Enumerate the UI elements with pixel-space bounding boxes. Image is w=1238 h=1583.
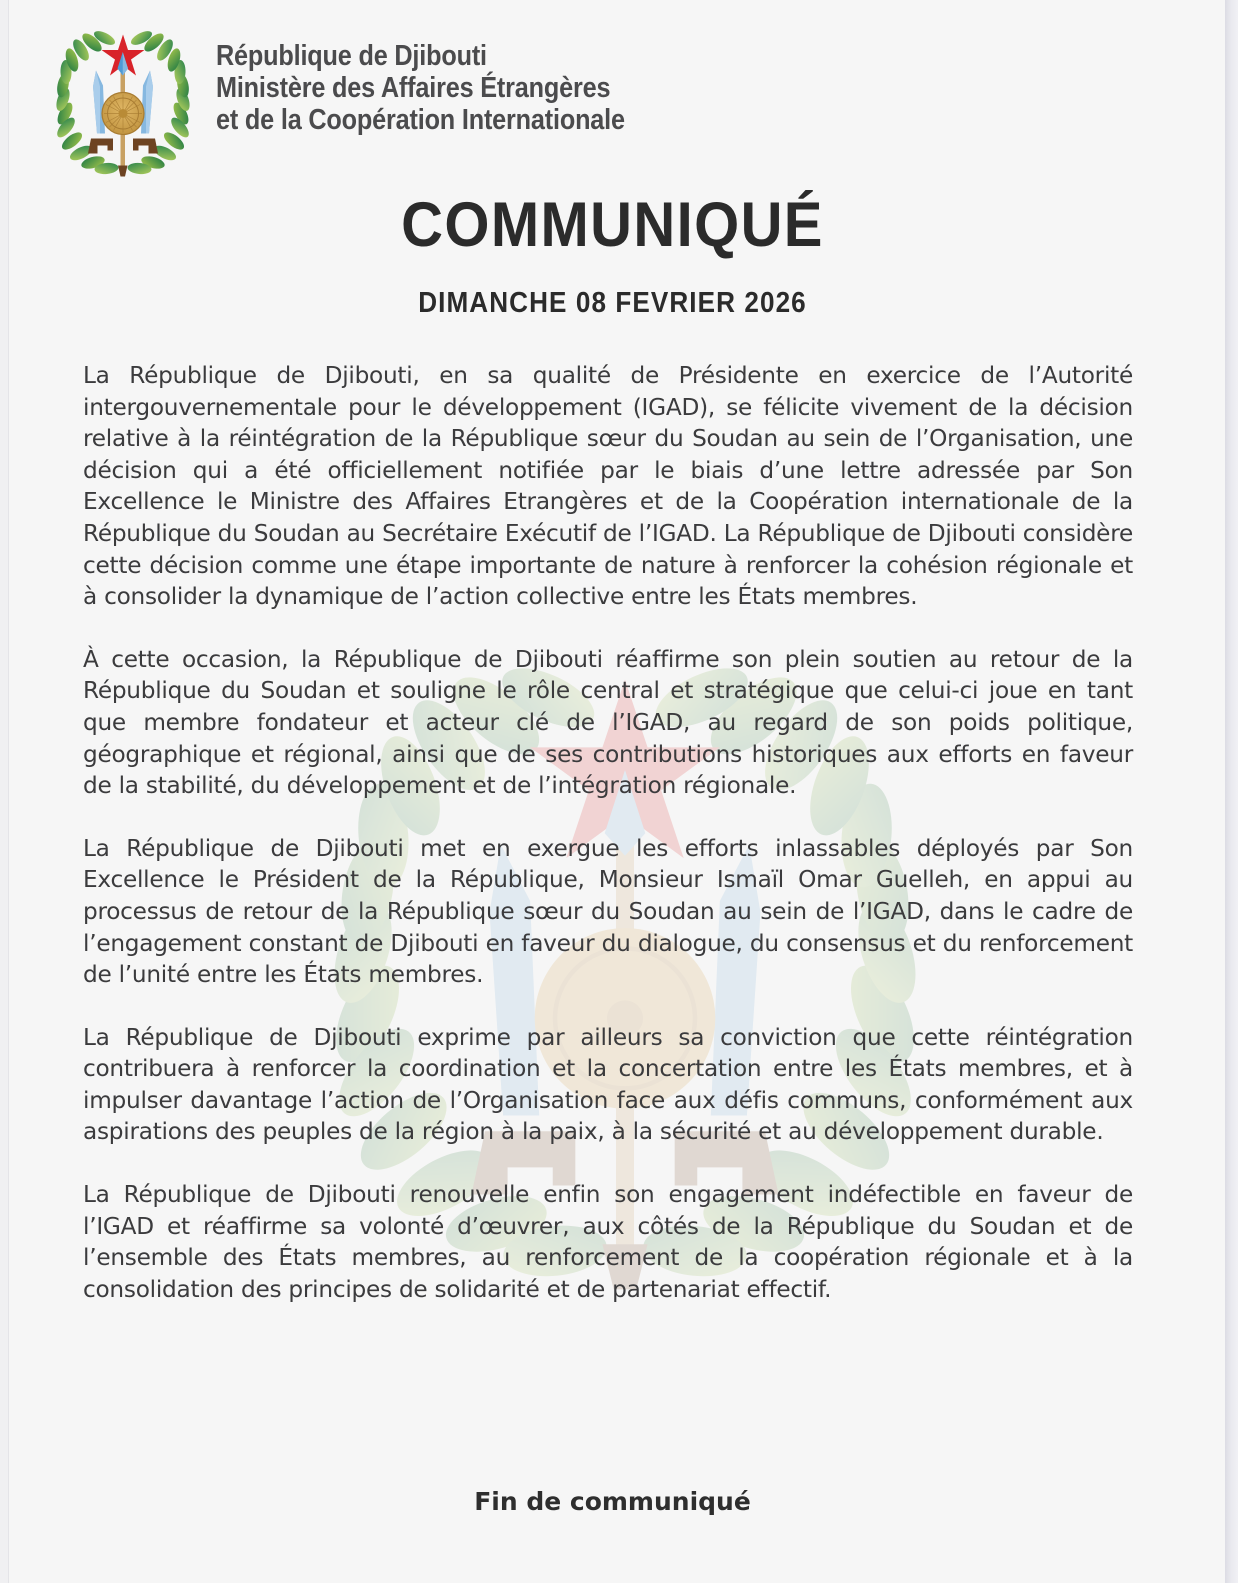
ministry-line-ministry: Ministère des Affaires Étrangères xyxy=(216,72,611,104)
document-header xyxy=(0,0,1225,200)
paragraph-3: La République de Djibouti met en exergue les efforts inlassables déployés par Son Excellence le Président de la République, Monsieur Ismaïl Omar Guelleh, en appui au processus de retour de la République sœur du Soudan au sein de l’IGAD, dans le cadre de l’engagement constant de Djibouti en faveur du dialogue, du consensus et du renforcement de l’unité entre les États membres. xyxy=(83,834,1133,989)
djibouti-coat-of-arms-icon xyxy=(48,22,198,187)
ministry-name-block xyxy=(216,22,686,136)
title-block xyxy=(0,190,1225,320)
ministry-line-country: République de Djibouti xyxy=(216,40,487,72)
paragraph-4: La République de Djibouti exprime par ailleurs sa conviction que cette réintégration contribuera à renforcer la coordination et la concertation entre les États membres, et à impulser davantage l’action de l’Organisation face aux défis communs, conformément aux aspirations des peuples de la région à la paix, à la sécurité et au développement durable. xyxy=(83,1023,1133,1146)
communique-body xyxy=(83,360,1133,1305)
page-edge-shadow xyxy=(1225,0,1238,1583)
paragraph-5: La République de Djibouti renouvelle enfin son engagement indéfectible en faveur de l’IGAD et réaffirme sa volonté d’œuvrer, aux côtés de la République du Soudan et de l’ensemble des États membres, au renforcement de la coopération régionale et à la consolidation des principes de solidarité et de partenariat effectif. xyxy=(83,1181,1133,1303)
page-title: COMMUNIQUÉ xyxy=(401,190,824,260)
ministry-line-cooperation: et de la Coopération Internationale xyxy=(216,104,625,136)
paragraph-1: La République de Djibouti, en sa qualité de Présidente en exercice de l’Autorité intergouvernementale pour le développement (IGAD), se félicite vivement de la décision relative à la réintégration de la République sœur du Soudan au sein de l’Organisation, une décision qui a été officiellement notifiée par le biais d’une lettre adressée par Son Excellence le Ministre des Affaires Etrangères et de la Coopération internationale de la République du Soudan au Secrétaire Exécutif de l’IGAD. La République de Djibouti considère cette décision comme une étape importante de nature à renforcer la cohésion régionale et à consolider la dynamique de l’action collective entre les États membres. xyxy=(83,362,1133,611)
document-date: DIMANCHE 08 FEVRIER 2026 xyxy=(418,287,807,319)
document-footer xyxy=(0,1487,1225,1516)
paragraph-2: À cette occasion, la République de Djibouti réaffirme son plein soutien au retour de la République du Soudan et souligne le rôle central et stratégique que celui-ci joue en tant que membre fondateur et acteur clé de l’IGAD, au regard de son poids politique, géographique et régional, ainsi que de ses contributions historiques aux efforts en faveur de la stabilité, du développement et de l’intégration régionale. xyxy=(83,645,1133,800)
end-of-communique-text: Fin de communiqué xyxy=(474,1487,751,1516)
